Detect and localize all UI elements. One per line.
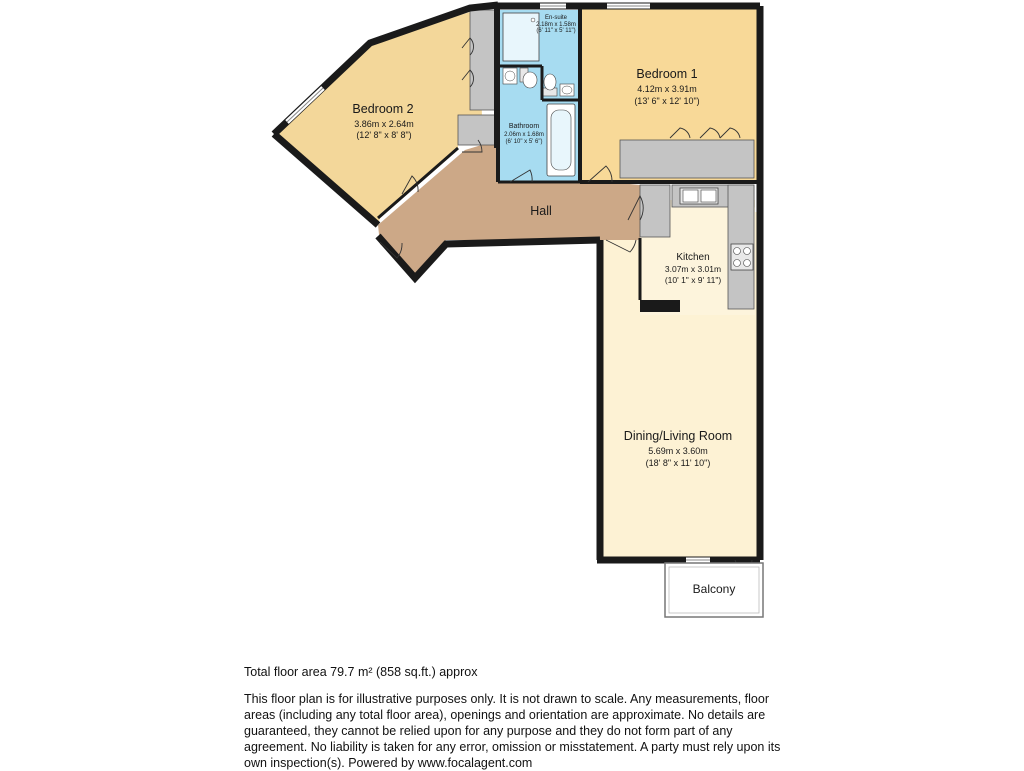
label-bathroom bbox=[504, 123, 544, 145]
bedroom-1-name: Bedroom 1 bbox=[636, 67, 698, 81]
total-floor-area: Total floor area 79.7 m² (858 sq.ft.) approx bbox=[244, 665, 478, 679]
bathroom-imperial: (6' 10" x 5' 6") bbox=[505, 139, 543, 145]
bathroom-name: Bathroom bbox=[508, 123, 540, 130]
bedroom-1-metric: 4.12m x 3.91m bbox=[637, 84, 697, 94]
label-bedroom-2 bbox=[352, 102, 413, 140]
balcony-name: Balcony bbox=[692, 582, 736, 596]
kitchen-imperial: (10' 1" x 9' 11") bbox=[664, 275, 722, 285]
disclaimer-text: This floor plan is for illustrative purposes only. It is not drawn to scale. Any measurements, floor areas (including any total floor area), openings and orientation are approximate. No details are guaranteed, they cannot be relied upon for any purpose and they do not form part of any agreement. No liability is taken for any error, omission or misstatement. A party must rely upon its own inspection(s). Powered by www.focalagent.com bbox=[244, 692, 781, 770]
ensuite-name: En-suite bbox=[544, 15, 568, 21]
ensuite-shower-icon bbox=[503, 13, 539, 61]
kitchen-metric: 3.07m x 3.01m bbox=[664, 264, 722, 274]
living-metric: 5.69m x 3.60m bbox=[648, 446, 708, 456]
ensuite-basin-icon bbox=[560, 84, 574, 96]
bedroom-2-name: Bedroom 2 bbox=[352, 102, 414, 116]
ensuite-metric: 2.18m x 1.58m bbox=[536, 22, 576, 28]
wardrobe-bed1 bbox=[620, 140, 754, 178]
bedroom-2-imperial: (12' 8" x 8' 8") bbox=[356, 130, 412, 140]
label-hall bbox=[530, 204, 552, 218]
bathroom-basin-icon bbox=[503, 68, 517, 84]
label-balcony bbox=[693, 582, 736, 596]
bedroom-1-imperial: (13' 6" x 12' 10") bbox=[634, 96, 700, 106]
hall-name: Hall bbox=[530, 204, 552, 218]
living-name: Dining/Living Room bbox=[623, 429, 733, 443]
hob-icon bbox=[731, 244, 753, 270]
kitchen-name: Kitchen bbox=[676, 252, 710, 263]
label-bedroom-1 bbox=[634, 67, 699, 106]
sink-icon bbox=[680, 188, 718, 204]
footer bbox=[244, 665, 784, 771]
living-imperial: (18' 8" x 11' 10") bbox=[645, 458, 711, 468]
bedroom-2-metric: 3.86m x 2.64m bbox=[354, 119, 414, 129]
ensuite-imperial: (6' 11" x 5' 11") bbox=[536, 28, 576, 34]
ensuite-toilet-icon bbox=[543, 74, 557, 96]
cupboard-hall bbox=[458, 115, 496, 145]
cupboard-hall-2 bbox=[640, 185, 670, 237]
cupboard-bed2 bbox=[470, 10, 496, 110]
bathroom-metric: 2.06m x 1.68m bbox=[504, 132, 544, 138]
bath-icon bbox=[547, 104, 575, 176]
